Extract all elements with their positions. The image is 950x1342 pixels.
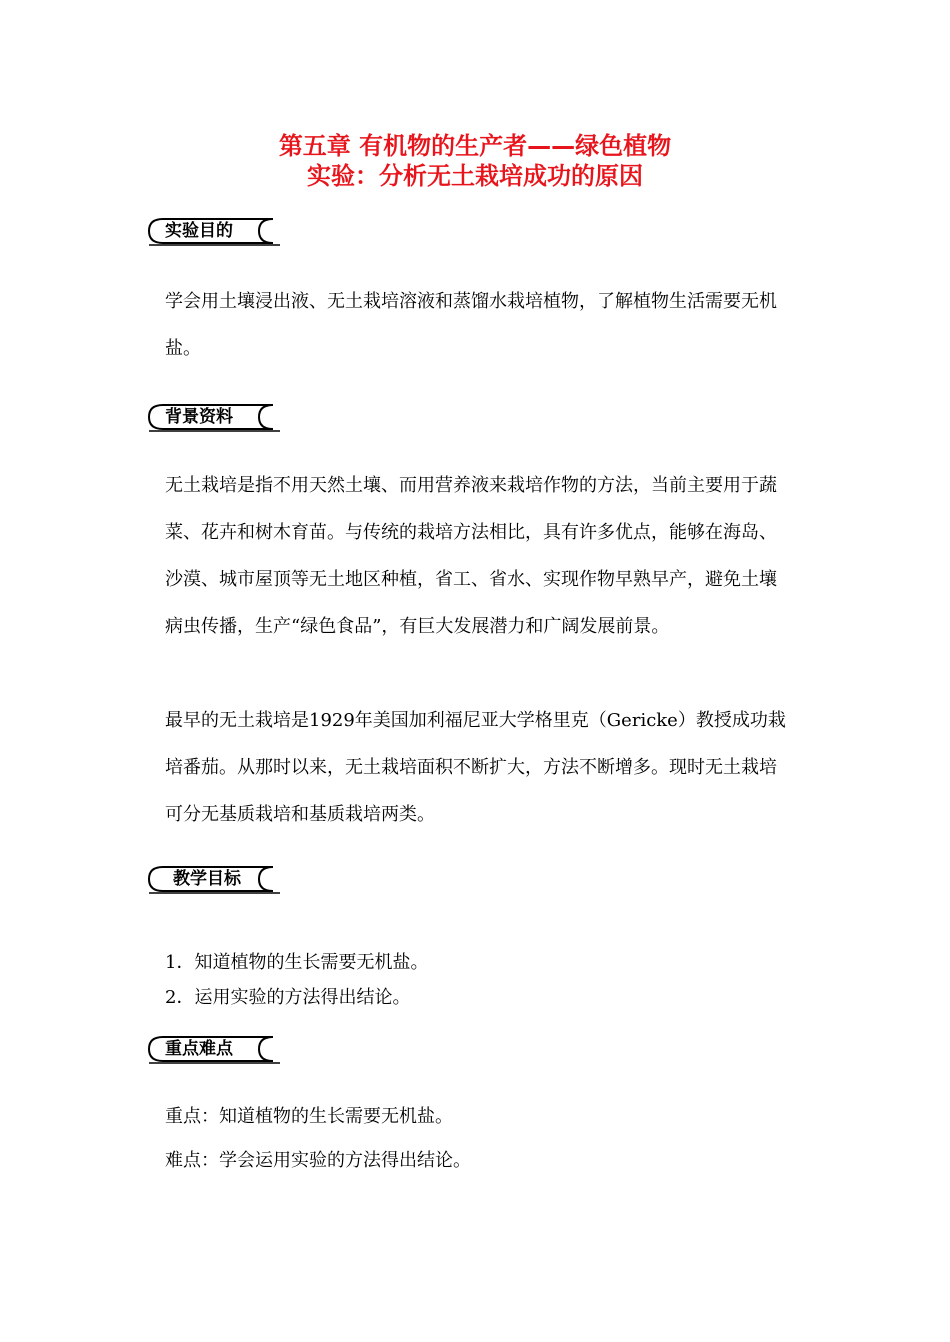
goal-item: 2．运用实验的方法得出结论。: [165, 987, 411, 1008]
difficulty-text: 难点：学会运用实验的方法得出结论。: [165, 1150, 471, 1171]
section-heading-keypoints: [145, 1034, 280, 1064]
goal-item: 1．知道植物的生长需要无机盐。: [165, 952, 429, 973]
background-text-1: 无土栽培是指不用天然土壤、而用营养液来栽培作物的方法，当前主要用于蔬菜、花卉和树木育苗。与传统的栽培方法相比，具有许多优点，能够在海岛、沙漠、城市屋顶等无土地区种植，省工、省水、实现作物早熟早产，避免土壤病虫传播，生产“绿色食品”，有巨大发展潜力和广阔发展前景。: [165, 475, 777, 637]
background-text-2: 最早的无土栽培是1929年美国加利福尼亚大学格里克（Gericke）教授成功栽培番茄。从那时以来，无土栽培面积不断扩大，方法不断增多。现时无土栽培可分无基质栽培和基质栽培两类。: [165, 710, 786, 825]
document-subtitle: 实验：分析无土栽培成功的原因: [307, 162, 643, 190]
section-title: 重点难点: [165, 1039, 233, 1059]
section-title: 背景资料: [165, 407, 233, 427]
section-heading-purpose: [145, 216, 280, 246]
section-heading-goals: [145, 864, 280, 894]
section-title: 实验目的: [165, 221, 233, 241]
section-heading-background: [145, 402, 280, 432]
section-title: 教学目标: [173, 869, 241, 889]
focus-text: 重点：知道植物的生长需要无机盐。: [165, 1106, 453, 1127]
purpose-text: 学会用土壤浸出液、无土栽培溶液和蒸馏水栽培植物，了解植物生活需要无机盐。: [165, 291, 777, 359]
document-title: 第五章 有机物的生产者——绿色植物: [278, 132, 672, 160]
